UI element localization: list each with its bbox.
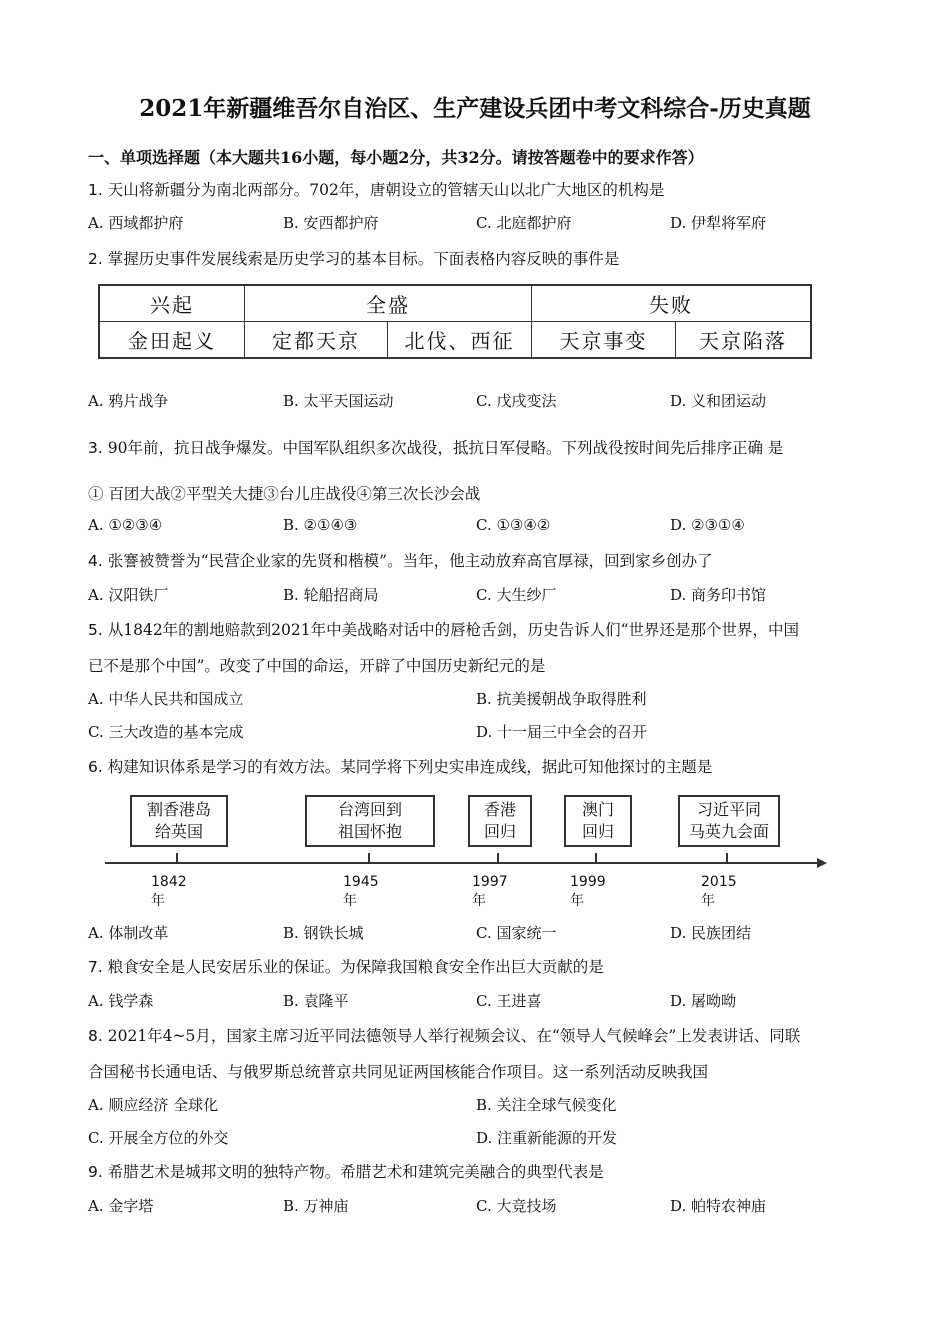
question-6: 6. 构建知识体系是学习的有效方法。某同学将下列史实串连成线，据此可知他探讨的主题是 bbox=[88, 758, 713, 776]
option-5d[interactable]: D. 十一届三中全会的召开 bbox=[476, 723, 648, 741]
option-7d[interactable]: D. 屠呦呦 bbox=[670, 992, 737, 1010]
timeline-axis bbox=[105, 853, 830, 873]
option-7a[interactable]: A. 钱学森 bbox=[88, 992, 154, 1010]
option-3c[interactable]: C. ①③④② bbox=[476, 516, 551, 534]
option-4d[interactable]: D. 商务印书馆 bbox=[670, 586, 767, 604]
option-2c[interactable]: C. 戊戌变法 bbox=[476, 392, 557, 410]
option-5b[interactable]: B. 抗美援朝战争取得胜利 bbox=[476, 690, 647, 708]
timeline-event: 台湾回到 祖国怀抱 bbox=[305, 795, 435, 847]
option-6c[interactable]: C. 国家统一 bbox=[476, 924, 557, 942]
option-7b[interactable]: B. 袁隆平 bbox=[283, 992, 349, 1010]
question-9: 9. 希腊艺术是城邦文明的独特产物。希腊艺术和建筑完美融合的典型代表是 bbox=[88, 1163, 604, 1181]
question-3: 3. 90年前，抗日战争爆发。中国军队组织多次战役，抵抗日军侵略。下列战役按时间先后排序正确 是 bbox=[88, 439, 784, 457]
timeline-year: 1997年 bbox=[472, 874, 508, 909]
option-2a[interactable]: A. 鸦片战争 bbox=[88, 392, 169, 410]
question-5: 5. 从1842年的割地赔款到2021年中美战略对话中的唇枪舌剑，历史告诉人们“世界还是那个世界，中国 bbox=[88, 621, 800, 639]
option-3b[interactable]: B. ②①④③ bbox=[283, 516, 358, 534]
table-header-failure: 失败 bbox=[532, 285, 812, 322]
timeline-event: 割香港岛 给英国 bbox=[130, 795, 228, 847]
option-9a[interactable]: A. 金字塔 bbox=[88, 1197, 154, 1215]
question-7: 7. 粮食安全是人民安居乐业的保证。为保障我国粮食安全作出巨大贡献的是 bbox=[88, 958, 604, 976]
question-4: 4. 张謇被赞誉为“民营企业家的先贤和楷模”。当年，他主动放弃高官厚禄，回到家乡创办了 bbox=[88, 552, 713, 570]
option-1a[interactable]: A. 西域都护府 bbox=[88, 214, 184, 232]
table-cell: 天京事变 bbox=[532, 322, 676, 359]
question-8: 8. 2021年4~5月，国家主席习近平同法德领导人举行视频会议、在“领导人气候峰会”上发表讲话、同联 bbox=[88, 1027, 801, 1045]
question-8-line2: 合国秘书长通电话、与俄罗斯总统普京共同见证两国核能合作项目。这一系列活动反映我国 bbox=[88, 1063, 709, 1081]
option-5c[interactable]: C. 三大改造的基本完成 bbox=[88, 723, 244, 741]
events-table bbox=[98, 284, 812, 359]
option-8a[interactable]: A. 顺应经济 全球化 bbox=[88, 1096, 219, 1114]
timeline-event: 香港 回归 bbox=[468, 795, 532, 847]
option-4b[interactable]: B. 轮船招商局 bbox=[283, 586, 379, 604]
option-9c[interactable]: C. 大竞技场 bbox=[476, 1197, 557, 1215]
option-4c[interactable]: C. 大生纱厂 bbox=[476, 586, 557, 604]
question-5-line2: 已不是那个中国”。改变了中国的命运，开辟了中国历史新纪元的是 bbox=[88, 657, 546, 675]
timeline-year: 1999年 bbox=[570, 874, 606, 909]
option-6d[interactable]: D. 民族团结 bbox=[670, 924, 752, 942]
table-header-rise: 兴起 bbox=[99, 285, 245, 322]
option-8c[interactable]: C. 开展全方位的外交 bbox=[88, 1129, 229, 1147]
option-9b[interactable]: B. 万神庙 bbox=[283, 1197, 349, 1215]
option-8d[interactable]: D. 注重新能源的开发 bbox=[476, 1129, 618, 1147]
table-cell: 北伐、西征 bbox=[388, 322, 532, 359]
table-cell: 金田起义 bbox=[99, 322, 245, 359]
table-cell: 定都天京 bbox=[245, 322, 388, 359]
option-3a[interactable]: A. ①②③④ bbox=[88, 516, 163, 534]
option-2b[interactable]: B. 太平天国运动 bbox=[283, 392, 394, 410]
option-1b[interactable]: B. 安西都护府 bbox=[283, 214, 379, 232]
option-8b[interactable]: B. 关注全球气候变化 bbox=[476, 1096, 617, 1114]
option-7c[interactable]: C. 王进喜 bbox=[476, 992, 542, 1010]
question-2: 2. 掌握历史事件发展线索是历史学习的基本目标。下面表格内容反映的事件是 bbox=[88, 250, 620, 268]
timeline-year: 1945年 bbox=[343, 874, 379, 909]
table-header-peak: 全盛 bbox=[245, 285, 532, 322]
option-1c[interactable]: C. 北庭都护府 bbox=[476, 214, 572, 232]
table-cell: 天京陷落 bbox=[676, 322, 812, 359]
timeline-year: 2015年 bbox=[701, 874, 737, 909]
page-title: 2021年新疆维吾尔自治区、生产建设兵团中考文科综合-历史真题 bbox=[139, 95, 811, 122]
option-2d[interactable]: D. 义和团运动 bbox=[670, 392, 767, 410]
option-1d[interactable]: D. 伊犁将军府 bbox=[670, 214, 767, 232]
option-5a[interactable]: A. 中华人民共和国成立 bbox=[88, 690, 244, 708]
timeline-event: 习近平同 马英九会面 bbox=[678, 795, 780, 847]
option-6a[interactable]: A. 体制改革 bbox=[88, 924, 169, 942]
section-heading: 一、单项选择题（本大题共16小题，每小题2分，共32分。请按答题卷中的要求作答） bbox=[88, 148, 704, 167]
question-3-items: ① 百团大战②平型关大捷③台儿庄战役④第三次长沙会战 bbox=[88, 485, 481, 503]
option-9d[interactable]: D. 帕特农神庙 bbox=[670, 1197, 767, 1215]
option-6b[interactable]: B. 钢铁长城 bbox=[283, 924, 364, 942]
option-3d[interactable]: D. ②③①④ bbox=[670, 516, 745, 534]
timeline-event: 澳门 回归 bbox=[564, 795, 632, 847]
timeline-year: 1842年 bbox=[151, 874, 187, 909]
question-1: 1. 天山将新疆分为南北两部分。702年，唐朝设立的管辖天山以北广大地区的机构是 bbox=[88, 181, 665, 199]
option-4a[interactable]: A. 汉阳铁厂 bbox=[88, 586, 169, 604]
